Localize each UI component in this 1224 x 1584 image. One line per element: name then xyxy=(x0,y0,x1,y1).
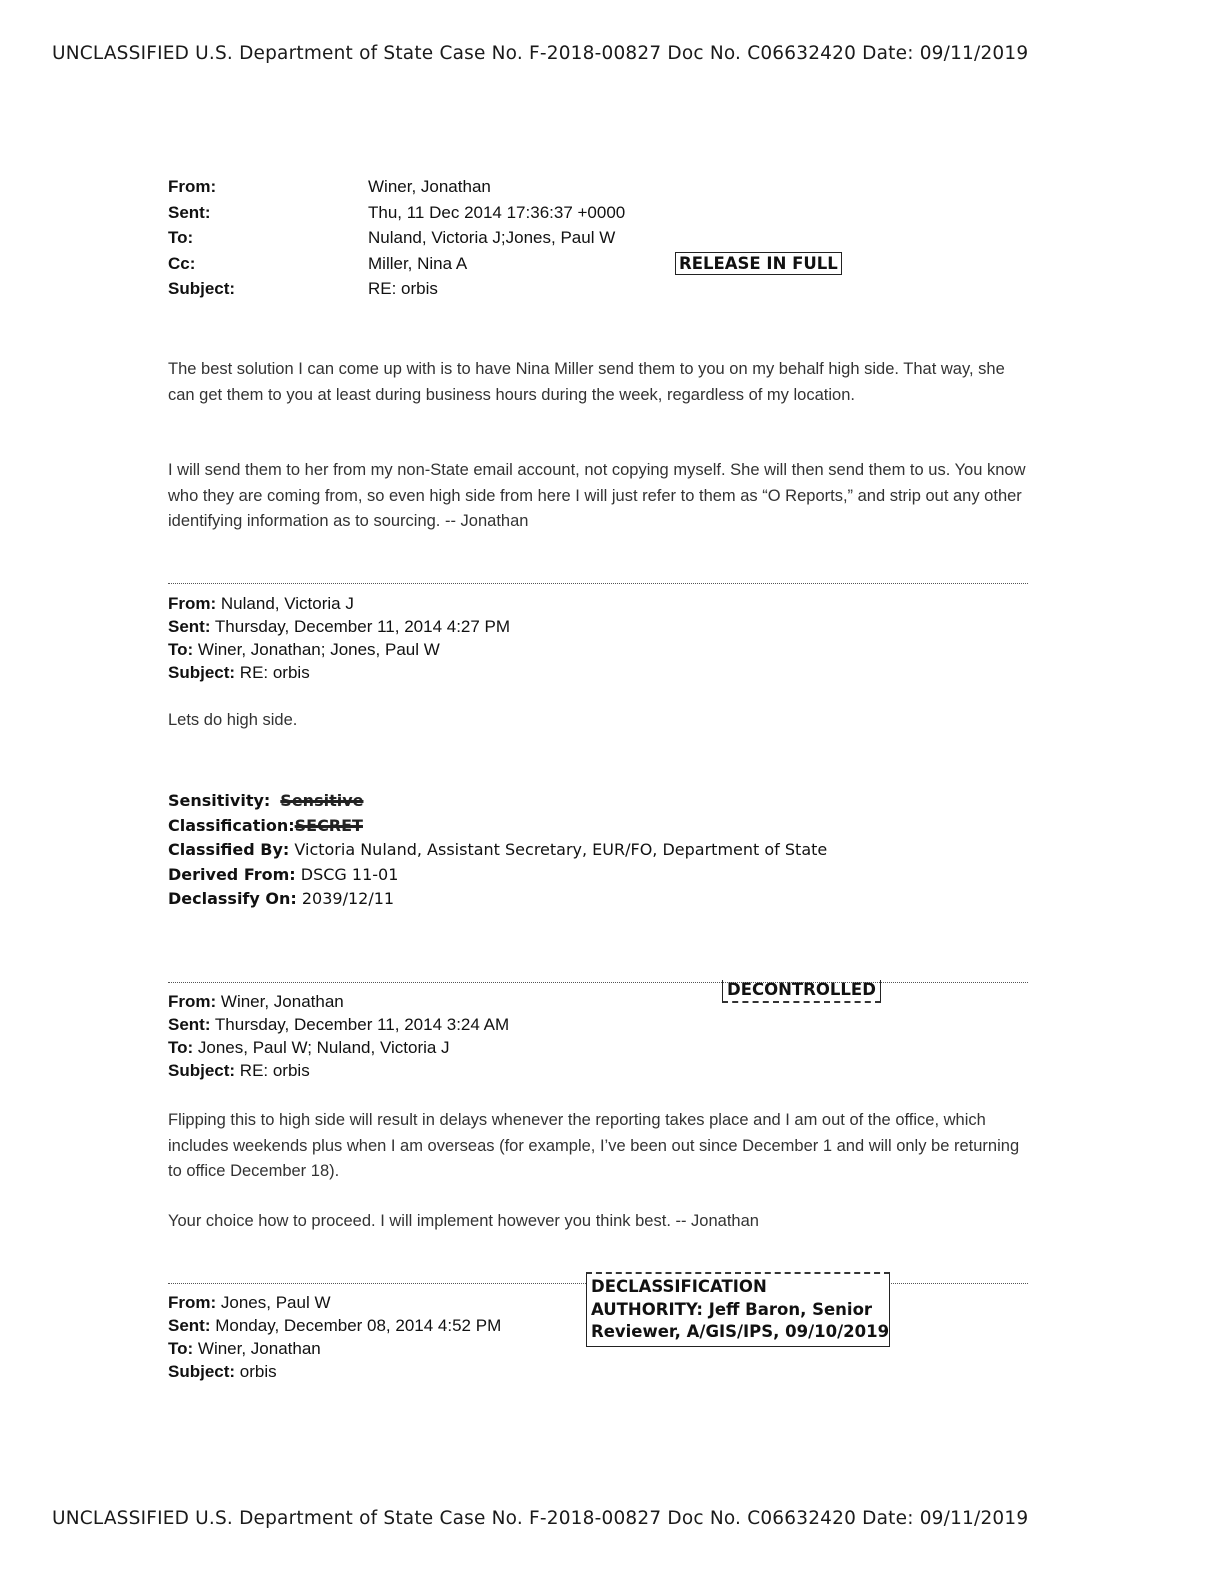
fwd-to-line xyxy=(168,638,510,661)
header-from-label: From: xyxy=(168,177,217,196)
decontrolled-stamp: DECONTROLLED xyxy=(722,980,881,1003)
fwd-sent-value: Monday, December 08, 2014 4:52 PM xyxy=(210,1316,502,1335)
declassify-on-label: Declassify On: xyxy=(168,889,297,908)
fwd-from-value: Jones, Paul W xyxy=(216,1293,331,1312)
header-subject-value: RE: orbis xyxy=(368,279,438,298)
declass-line-2: AUTHORITY: Jeff Baron, Senior xyxy=(591,1299,873,1319)
forwarded-header-winer xyxy=(168,990,509,1082)
fwd-to-value: Winer, Jonathan xyxy=(193,1339,321,1358)
fwd-from-label: From: xyxy=(168,992,217,1011)
header-sent-row xyxy=(168,200,625,226)
derived-from-line xyxy=(168,863,827,888)
fwd-subject-value: RE: orbis xyxy=(235,1061,310,1080)
derived-from-label: Derived From: xyxy=(168,864,296,884)
email-header xyxy=(168,174,625,302)
fwd-from-label: From: xyxy=(168,1293,217,1312)
derived-from-value: DSCG 11-01 xyxy=(295,864,399,884)
classified-by-line xyxy=(168,838,827,863)
fwd-sent-label: Sent: xyxy=(168,617,211,636)
declassification-authority-stamp xyxy=(586,1272,890,1347)
fwd-to-line xyxy=(168,1337,501,1360)
header-sent-label: Sent: xyxy=(168,202,211,222)
fwd-sent-line xyxy=(168,1314,501,1337)
header-to-label: To: xyxy=(168,228,194,247)
sensitivity-struck-value: Sensitive xyxy=(280,791,364,810)
fwd-sent-line xyxy=(168,615,510,638)
header-subject-row xyxy=(168,276,625,302)
fwd-from-line xyxy=(168,592,510,615)
header-from-value: Winer, Jonathan xyxy=(368,177,491,196)
fwd-to-value: Winer, Jonathan; Jones, Paul W xyxy=(193,640,440,659)
body-paragraph-winer-1: Flipping this to high side will result in delays whenever the reporting takes place and I am out of the office, which includes weekends plus when I am overseas (for example, I’ve been out since December 1 and will only be returning to office December 18). xyxy=(168,1111,1020,1180)
header-sent-value: Thu, 11 Dec 2014 17:36:37 +0000 xyxy=(368,202,626,222)
fwd-to-label: To: xyxy=(168,1038,194,1057)
fwd-subject-label: Subject: xyxy=(168,663,236,682)
classification-line xyxy=(168,814,827,839)
fwd-from-line xyxy=(168,990,509,1013)
body-paragraph-2: I will send them to her from my non-State email account, not copying myself. She will then send them to us. You know who they are coming from, so even high side from here I will just refer to them as “O Reports,” and strip out any other identifying information as to sourcing. -- Jonathan xyxy=(168,461,1026,530)
header-from-row xyxy=(168,174,625,200)
classification-block xyxy=(168,789,827,912)
message-separator xyxy=(168,982,1028,983)
header-cc-value: Miller, Nina A xyxy=(368,253,468,273)
release-in-full-stamp: RELEASE IN FULL xyxy=(675,252,842,275)
forwarded-header-jones xyxy=(168,1291,501,1383)
fwd-from-value: Winer, Jonathan xyxy=(216,992,344,1011)
fwd-from-label: From: xyxy=(168,594,217,613)
fwd-subject-line xyxy=(168,1360,501,1383)
sensitivity-line xyxy=(168,789,827,814)
declassify-on-value: 2039/12/11 xyxy=(296,889,395,908)
fwd-from-value: Nuland, Victoria J xyxy=(216,594,354,613)
header-cc-label: Cc: xyxy=(168,253,196,273)
classification-banner-bottom: UNCLASSIFIED U.S. Department of State Case No. F-2018-00827 Doc No. C06632420 Date: 09/11/2019 xyxy=(52,1508,1029,1529)
fwd-sent-value: Thursday, December 11, 2014 4:27 PM xyxy=(210,617,511,636)
fwd-sent-label: Sent: xyxy=(168,1316,211,1335)
header-to-value: Nuland, Victoria J;Jones, Paul W xyxy=(368,228,616,247)
header-cc-row xyxy=(168,251,625,277)
fwd-sent-value: Thursday, December 11, 2014 3:24 AM xyxy=(210,1015,510,1034)
fwd-to-label: To: xyxy=(168,1339,194,1358)
fwd-to-line xyxy=(168,1036,509,1059)
fwd-sent-line xyxy=(168,1013,509,1036)
forwarded-header-nuland xyxy=(168,592,510,684)
body-paragraph-nuland: Lets do high side. xyxy=(168,711,298,729)
fwd-subject-line xyxy=(168,661,510,684)
header-to-row xyxy=(168,225,625,251)
fwd-to-value: Jones, Paul W; Nuland, Victoria J xyxy=(193,1038,450,1057)
fwd-subject-label: Subject: xyxy=(168,1061,236,1080)
body-paragraph-1: The best solution I can come up with is to have Nina Miller send them to you on my behalf high side. That way, she can get them to you at least during business hours during the week, regardless of my location. xyxy=(168,360,1005,404)
fwd-subject-label: Subject: xyxy=(168,1362,236,1381)
classification-banner-top: UNCLASSIFIED U.S. Department of State Case No. F-2018-00827 Doc No. C06632420 Date: 09/11/2019 xyxy=(52,43,1029,64)
declass-line-3: Reviewer, A/GIS/IPS, 09/10/2019 xyxy=(591,1322,890,1341)
classified-by-value: Victoria Nuland, Assistant Secretary, EUR/FO, Department of State xyxy=(289,840,828,859)
fwd-subject-line xyxy=(168,1059,509,1082)
classification-label: Classification: xyxy=(168,815,295,835)
fwd-sent-label: Sent: xyxy=(168,1015,211,1034)
declass-line-1: DECLASSIFICATION xyxy=(591,1277,767,1296)
fwd-from-line xyxy=(168,1291,501,1314)
fwd-to-label: To: xyxy=(168,640,194,659)
fwd-subject-value: orbis xyxy=(235,1362,277,1381)
declassify-on-line xyxy=(168,887,827,912)
message-separator xyxy=(168,583,1028,584)
fwd-subject-value: RE: orbis xyxy=(235,663,310,682)
classification-struck-value: SECRET xyxy=(294,815,363,835)
body-paragraph-winer-2: Your choice how to proceed. I will implement however you think best. -- Jonathan xyxy=(168,1212,759,1230)
header-subject-label: Subject: xyxy=(168,279,236,298)
sensitivity-label: Sensitivity: xyxy=(168,791,271,810)
classified-by-label: Classified By: xyxy=(168,840,290,859)
